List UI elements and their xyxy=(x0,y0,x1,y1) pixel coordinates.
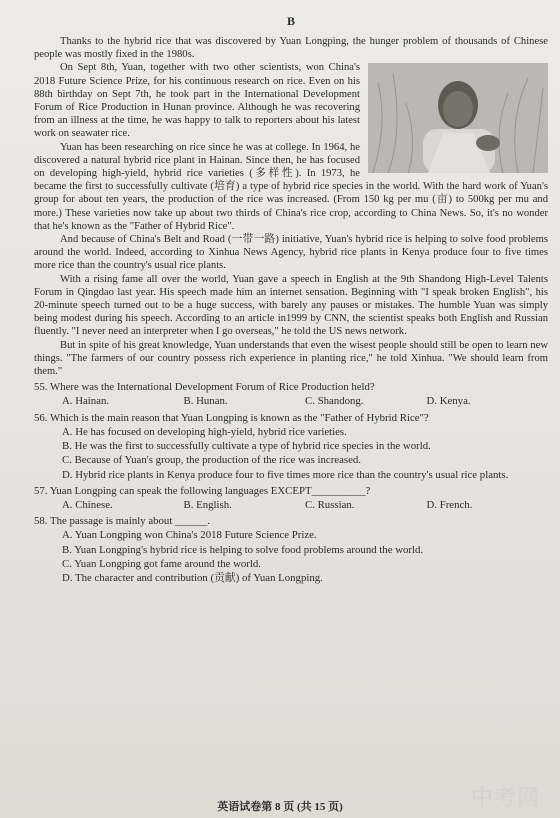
option-b: B. English. xyxy=(183,498,232,511)
option-b: B. He was the first to successfully cultivate a type of hybrid rice species in the world. xyxy=(62,440,431,453)
paragraph-4: And because of China's Belt and Road (一带一路) initiative, Yuan's hybrid rice is helping to solve food problems around the world. Indeed, according to Xinhua News Agency, hybrid rice plants in Kenya produce four to five times more rice than the country's usual rice plants. xyxy=(34,234,548,272)
question-stem: 56. Which is the main reason that Yuan Longping is known as the "Father of Hybrid Rice"? xyxy=(34,411,429,424)
option-c: C. Because of Yuan's group, the production of the rice was increased. xyxy=(62,454,361,467)
option-c: C. Shandong. xyxy=(305,395,364,408)
paragraph-6: But in spite of his great knowledge, Yuan understands that even the wisest people should still be open to learn new things. "The farmers of our country possess rich experience in planting rice," he told Xinhua. "We should learn from them." xyxy=(34,339,548,378)
section-label: B xyxy=(286,14,295,28)
question-list xyxy=(34,380,548,585)
option-d: D. Hybrid rice plants in Kenya produce four to five times more rice than the country's usual rice plants. xyxy=(62,468,509,481)
option-a: A. Hainan. xyxy=(62,395,110,408)
paragraph-3: Yuan has been researching on rice since he was at college. In 1964, he discovered a natural hybrid rice plant in Hainan. Since then, he has focused on developing high-yield, hybrid rice varieties (多样性). In 1973, he became the first to successfully cultivate (培育) a type of hybrid rice species in the world. With the hard work of Yuan's group for about ten years, the production of the rice was increased. (From 150 kg per mu (亩) to 500kg per mu and more.) These varieties now take up about two thirds of China's rice crop, according to China News. So, it's no wonder that he's known as the "Father of Hybrid Rice". xyxy=(34,141,548,232)
option-a: A. He has focused on developing high-yield, hybrid rice varieties. xyxy=(62,425,347,438)
option-a: A. Chinese. xyxy=(62,498,113,511)
option-d: D. Kenya. xyxy=(426,395,471,408)
question-56 xyxy=(34,411,548,482)
yuan-longping-photo xyxy=(368,63,548,173)
question-stem: 57. Yuan Longping can speak the following languages EXCEPT__________? xyxy=(34,484,371,497)
paragraph-2: On Sept 8th, Yuan, together with two other scientists, won China's 2018 Future Science Prize, for his continuous research on rice. Even on his 88th birthday on Sept 7th, he took part in the International Development Forum of Rice Production in Hunan province. Although he was recovering from an illness at the time, he was happy to talk to reporters about his latest work on seawater rice. xyxy=(34,62,360,140)
page-footer: 英语试卷第 8 页 (共 15 页) xyxy=(217,801,343,813)
options-row xyxy=(34,498,548,512)
question-stem: 58. The passage is mainly about ______. xyxy=(34,515,211,528)
paragraph-1: Thanks to the hybrid rice that was discovered by Yuan Longping, the hunger problem of thousands of Chinese people was mostly fixed in the 1980s. xyxy=(34,36,548,61)
question-stem: 55. Where was the International Development Forum of Rice Production held? xyxy=(34,381,375,394)
option-d: D. The character and contribution (贡献) of Yuan Longping. xyxy=(62,571,323,584)
option-b: B. Yuan Longping's hybrid rice is helping to solve food problems around the world. xyxy=(62,543,424,556)
photo-illustration xyxy=(368,63,548,173)
option-d: D. French. xyxy=(426,498,473,511)
option-a: A. Yuan Longping won China's 2018 Future Science Prize. xyxy=(62,529,317,542)
option-b: B. Hunan. xyxy=(183,395,228,408)
paragraph-5: With a rising fame all over the world, Yuan gave a speech in English at the 9th Shandong High-Level Talents Forum in Qingdao last year. His speech made him an internet sensation. Beginning with "I speak broken English", his 20-minute speech turned out to be a huge success, with barely any pauses or mistakes. The humble Yuan was simply being modest during his speech. According to an article in1999 by CNN, the scientist speaks both English and Russian fluently. "I never need an interpreter when I go overseas," he told the US news network. xyxy=(34,273,548,338)
option-c: C. Yuan Longping got fame around the world. xyxy=(62,557,262,570)
options-row xyxy=(34,394,548,408)
question-57 xyxy=(34,484,548,512)
watermark: 中考网 xyxy=(470,785,540,810)
option-c: C. Russian. xyxy=(305,498,355,511)
question-58 xyxy=(34,514,548,585)
question-55 xyxy=(34,380,548,408)
